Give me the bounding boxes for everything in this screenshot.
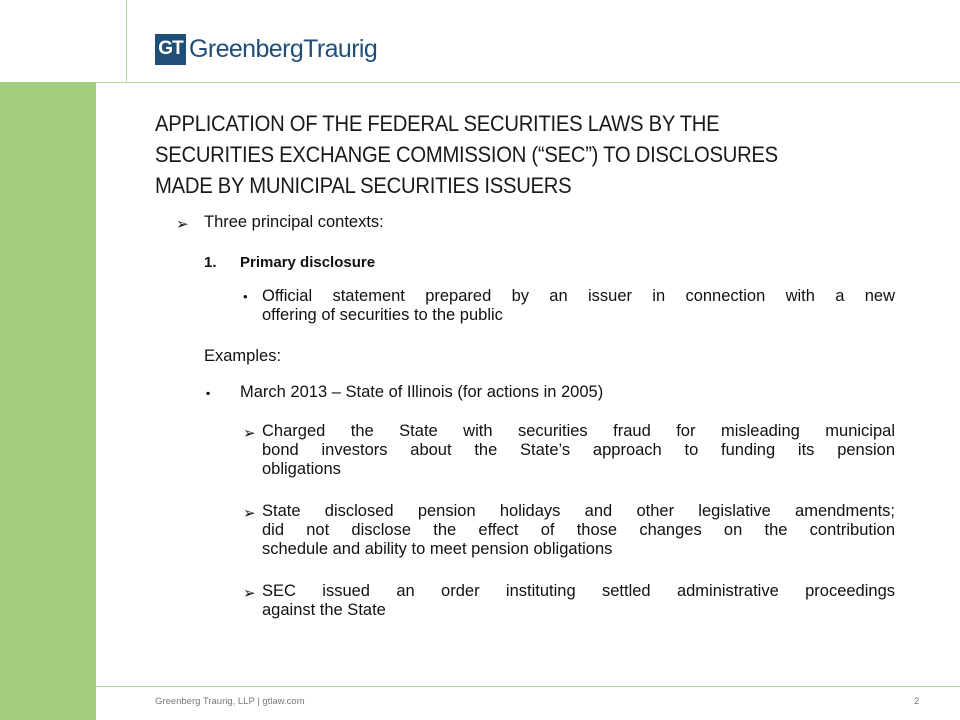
sub-point-3: [262, 582, 895, 620]
logo-mark: GT: [155, 34, 186, 65]
page-number: 2: [914, 696, 920, 707]
arrow-bullet-icon: ➢: [176, 216, 189, 233]
examples-label: Examples:: [204, 347, 282, 365]
intro-text: Three principal contexts:: [204, 213, 384, 231]
arrow-bullet-icon: ➢: [243, 505, 256, 522]
item1-detail-line-1: Official statement prepared by an issuer in connection with a new: [262, 287, 895, 305]
arrow-bullet-icon: ➢: [243, 425, 256, 442]
item1-detail-line-2: offering of securities to the public: [262, 306, 503, 324]
list-number-1: 1.: [204, 254, 217, 271]
footer-text: Greenberg Traurig, LLP | gtlaw.com: [155, 696, 305, 707]
arrow-bullet-icon: ➢: [243, 585, 256, 602]
sub-point-2-line-1: State disclosed pension holidays and other legislative amendments;: [262, 502, 895, 520]
square-bullet-icon: ▪: [206, 386, 211, 400]
sub-point-1-line-3: obligations: [262, 460, 341, 478]
title-line-1: APPLICATION OF THE FEDERAL SECURITIES LAWS BY THE: [155, 111, 720, 136]
sub-point-1: [262, 422, 895, 479]
sub-point-1-line-2: bond investors about the State’s approach to funding its pension: [262, 441, 895, 459]
example-heading: March 2013 – State of Illinois (for actions in 2005): [240, 383, 604, 401]
item1-heading: Primary disclosure: [240, 254, 376, 271]
sub-point-3-line-2: against the State: [262, 601, 386, 619]
sub-point-1-line-1: Charged the State with securities fraud for misleading municipal: [262, 422, 895, 440]
item1-detail: [262, 287, 895, 325]
sub-point-2-line-3: schedule and ability to meet pension obligations: [262, 540, 613, 558]
title-line-2: SECURITIES EXCHANGE COMMISSION (“SEC”) TO DISCLOSURES: [155, 142, 778, 167]
title-line-3: MADE BY MUNICIPAL SECURITIES ISSUERS: [155, 173, 572, 198]
sub-point-2-line-2: did not disclose the effect of those changes on the contribution: [262, 521, 895, 539]
logo-wordmark: GreenbergTraurig: [189, 34, 378, 63]
dot-bullet-icon: •: [243, 289, 248, 304]
sub-point-3-line-1: SEC issued an order instituting settled administrative proceedings: [262, 582, 895, 600]
sub-point-2: [262, 502, 895, 559]
